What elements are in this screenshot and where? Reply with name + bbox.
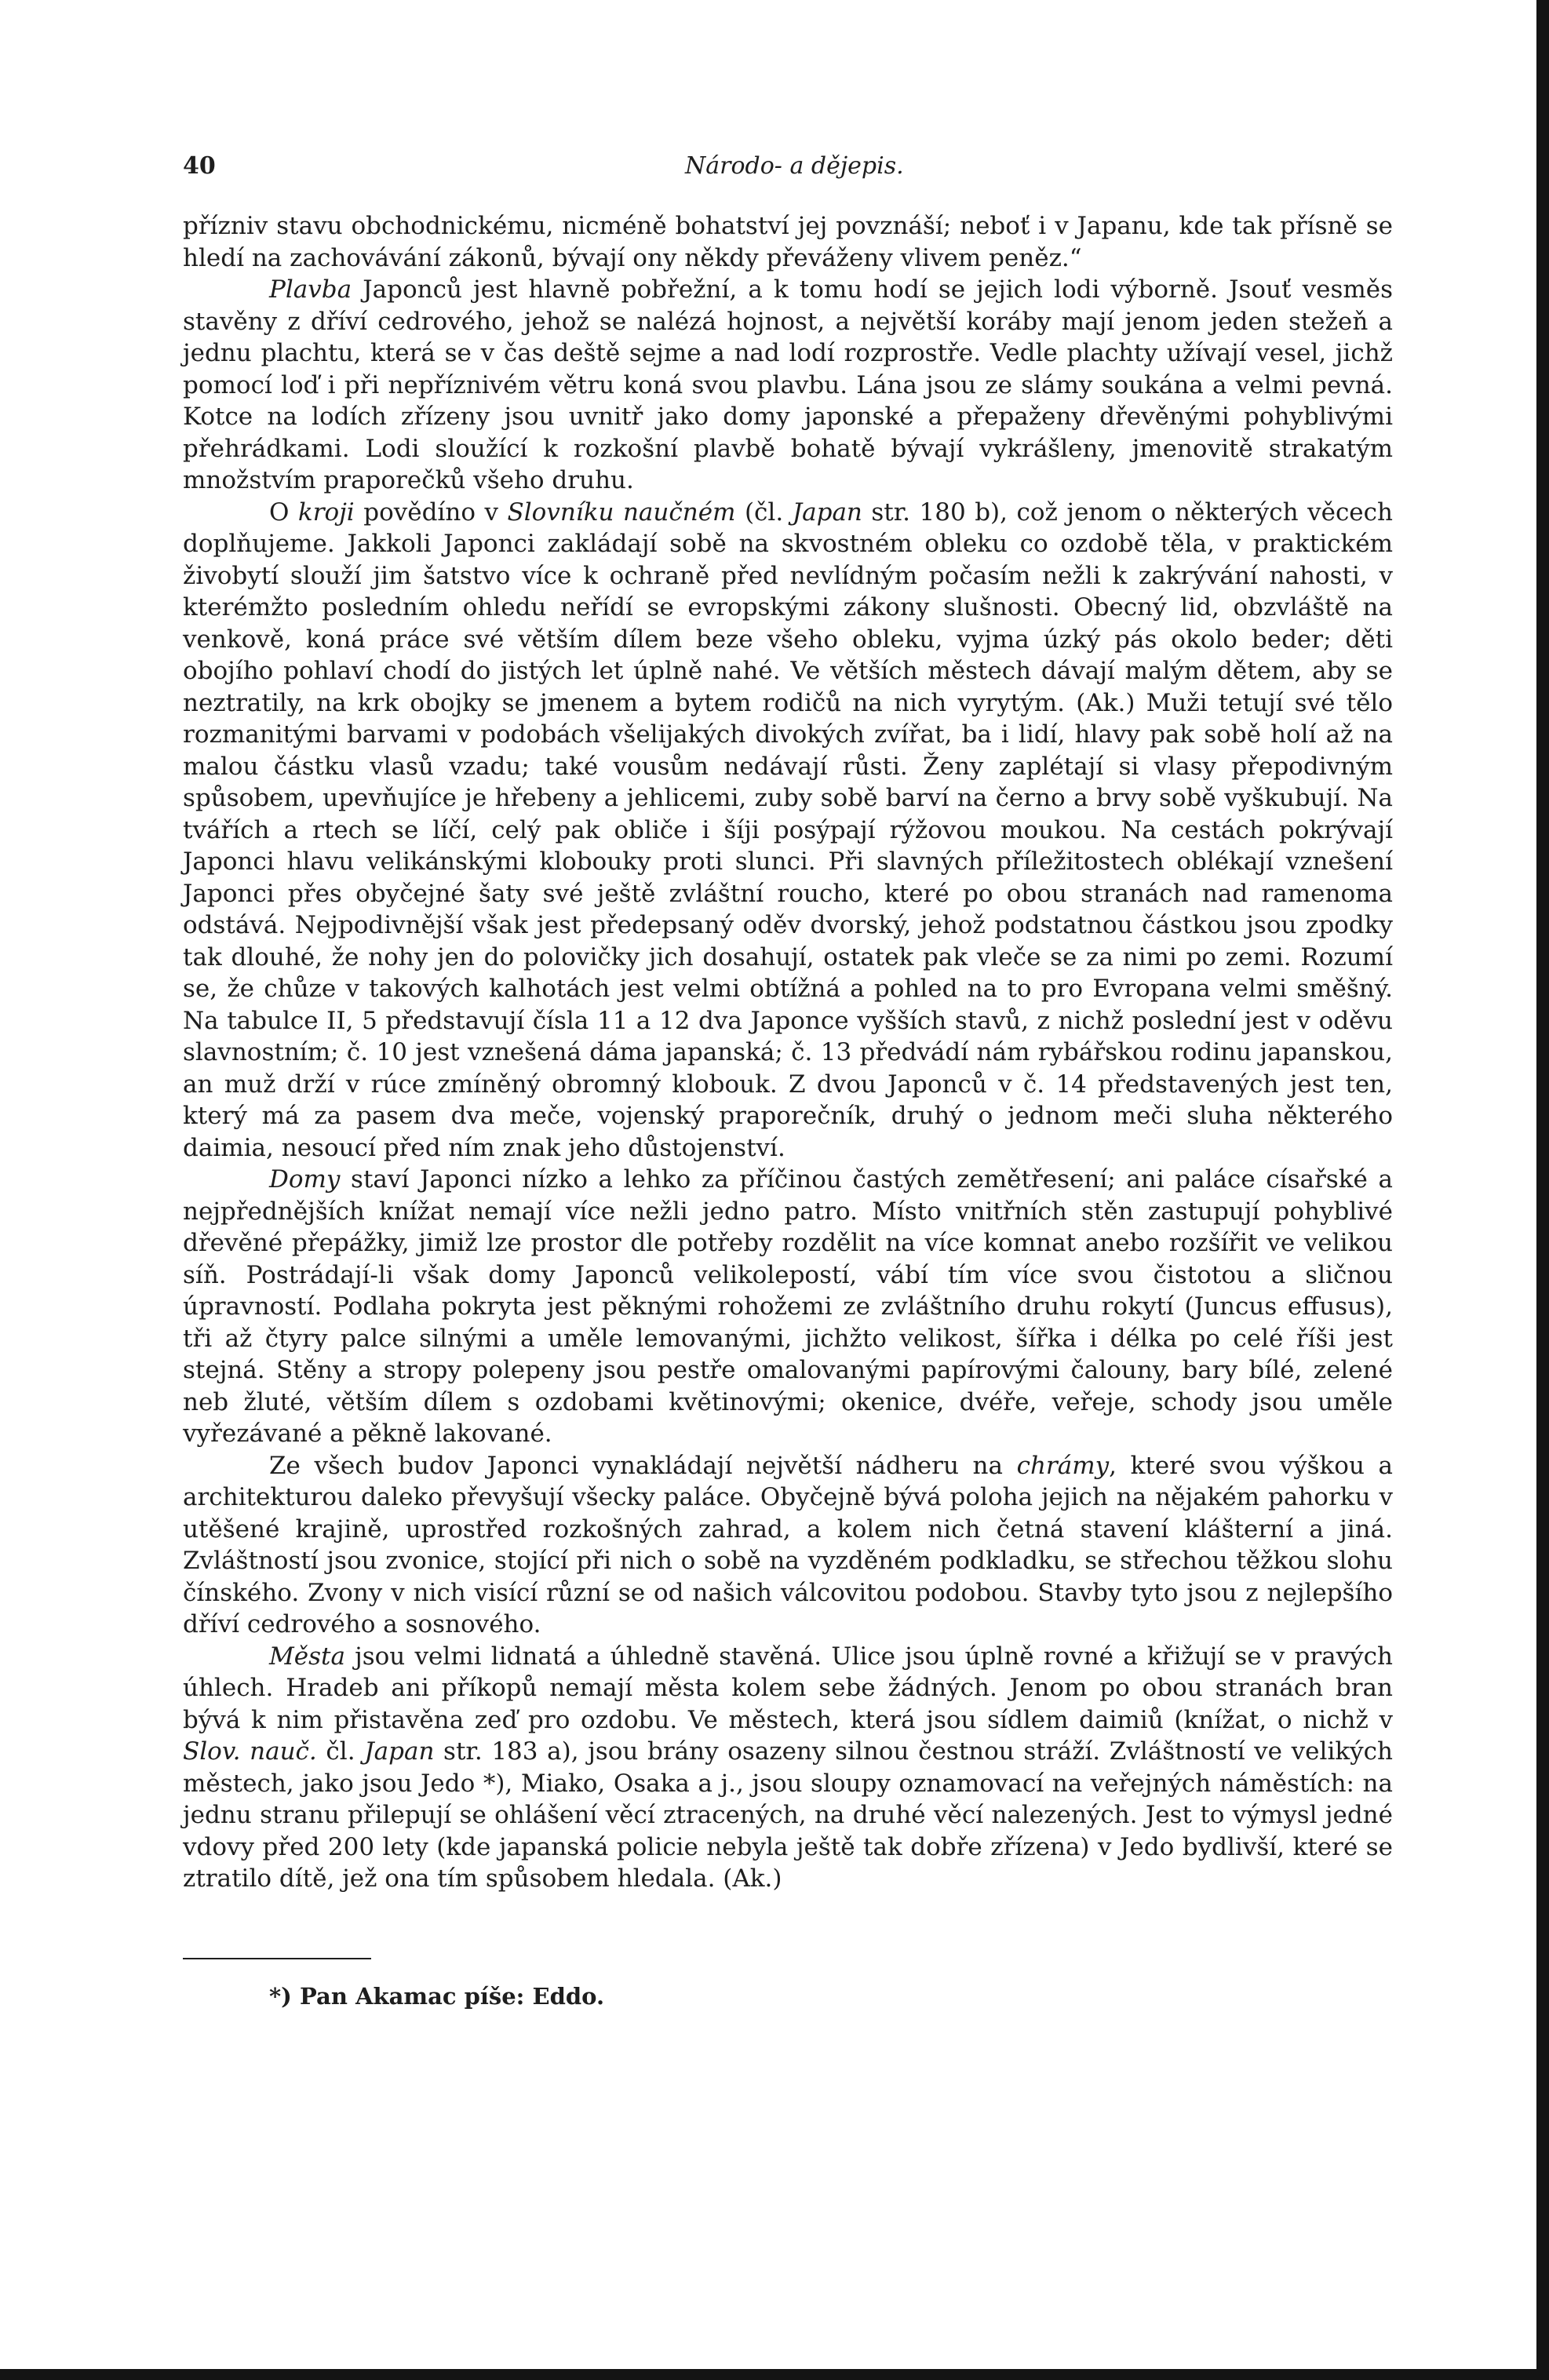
italic-term: kroji xyxy=(297,498,355,527)
italic-term: chrámy xyxy=(1016,1451,1110,1480)
page-number: 40 xyxy=(183,152,216,180)
italic-term: Slovníku naučném xyxy=(507,498,736,527)
paragraph-chramy xyxy=(183,1450,1393,1641)
text-run: (čl. xyxy=(735,498,793,527)
text-run: přízniv stavu obchodnickému, nicméně bohatství jej povznáší; neboť i v Japanu, kde tak přísně se hledí na zachovávání zákonů, bývají ony někdy převáženy vlivem peněz.“ xyxy=(183,212,1393,272)
text-run: jsou velmi lidnatá a úhledně stavěná. Ulice jsou úplně rovné a křižují se v pravých úhlech. Hradeb ani příkopů nemají města kolem sebe žádných. Jenom po obou stranách bran bývá k nim přistavěna zeď pro ozdobu. Ve městech, která jsou sídlem daimiů (knížat, o nichž v xyxy=(183,1642,1393,1734)
text-run: Japonců jest hlavně pobřežní, a k tomu hodí se jejich lodi výborně. Jsouť vesměs stavěny z dříví cedrového, jehož se nalézá hojnost, a největší koráby mají jenom jeden stežeň a jednu plachtu, která se v čas deště sejme a nad lodí rozprostře. Vedle plachty užívají vesel, jichž pomocí loď i při nepříznivém větru koná svou plavbu. Lána jsou ze slámy soukána a velmi pevná. Kotce na lodích zřízeny jsou uvnitř jako domy japonské a přepaženy dřevěnými pohyblivými přehrádkami. Lodi sloužící k rozkošní plavbě bohatě bývají vykrášleny, jmenovitě strakatým množstvím praporečků všeho druhu. xyxy=(183,275,1393,494)
footnote-marker: *) xyxy=(269,1982,292,2010)
text-run: staví Japonci nízko a lehko za příčinou častých zemětřesení; ani paláce císařské a nejpřednějších knížat nemají více nežli jedno patro. Místo vnitřních stěn zastupují pohyblivé dřevěné přepážky, jimiž lze prostor dle potřeby rozdělit na více komnat anebo rozšířit ve velikou síň. Postrádají-li však domy Japonců velikolepostí, vábí tím více svou čistotou a sličnou úpravností. Podlaha pokryta jest pěknými rohožemi ze zvláštního druhu rokytí (Juncus effusus), tři až čtyry palce silnými a uměle lemovanými, jichžto velikost, šířka i délka po celé říši jest stejná. Stěny a stropy polepeny jsou pestře omalovanými papírovými čalouny, bary bílé, zelené neb žluté, větším dílem s ozdobami květinovými; okenice, dvéře, veřeje, schody jsou uměle vyřezávané a pěkně lakované. xyxy=(183,1165,1393,1448)
running-head xyxy=(183,149,1393,193)
body-text xyxy=(183,210,1393,1895)
italic-term: Města xyxy=(269,1642,345,1671)
text-run: O xyxy=(269,498,298,527)
paragraph-mesta xyxy=(183,1641,1393,1895)
text-run: čl. xyxy=(316,1737,365,1766)
italic-term: Slov. nauč. xyxy=(183,1737,317,1766)
text-run: Ze všech budov Japonci vynakládají největší nádheru na xyxy=(269,1451,1017,1480)
text-run: , které svou výškou a architekturou daleko převyšují všecky paláce. Obyčejně bývá poloha jejich na nějakém pahorku v utěšené krajině, uprostřed rozkošných zahrad, a kolem nich četná stavení klášterní a jiná. Zvláštností jsou zvonice, stojící při nich o sobě na vyzděném podkladku, se střechou těžkou slohu čínského. Zvony v nich visící různí se od našich válcovitou podobou. Stavby tyto jsou z nejlepšího dříví cedrového a sosnového. xyxy=(183,1451,1393,1638)
text-run: str. 180 b), což jenom o některých věcech doplňujeme. Jakkoli Japonci zakládají sobě na skvostném obleku co ozdobě těla, v praktickém živobytí slouží jim šatstvo více k ochraně před nevlídným počasím nežli k zakrývání nahosti, v kterémžto posledním ohledu neřídí se evropskými zákony slušnosti. Obecný lid, obzvláště na venkově, koná práce své větším dílem beze všeho obleku, vyjma úzký pás okolo beder; děti obojího pohlaví chodí do jistých let úplně nahé. Ve větších městech dávají malým dětem, aby se neztratily, na krk obojky se jmenem a bytem rodičů na nich vyrytým. (Ak.) Muži tetují své tělo rozmanitými barvami v podobách všelijakých divokých zvířat, ba i lidí, hlavy pak sobě holí až na malou částku vlasů vzadu; také vousům nedávají růsti. Ženy zaplétají si vlasy přepodivným spůsobem, upevňujíce je hřebeny a jehlicemi, zuby sobě barví na černo a brvy sobě vyškubují. Na tvářích a rtech se líčí, celý pak obliče i šíji posýpají rýžovou moukou. Na cestách pokrývají Japonci hlavu velikánskými klobouky proti slunci. Při slavných příležitostech oblékají vznešení Japonci přes obyčejné šaty své ještě zvláštní roucho, které po obou stranách nad ramenoma odstává. Nejpodivnější však jest předepsaný oděv dvorský, jehož podstatnou částkou jsou zpodky tak dlouhé, že nohy jen do polovičky jich dosahují, ostatek pak vleče se za nimi po zemi. Rozumí se, že chůze v takových kalhotách jest velmi obtížná a pohled na to pro Evropana velmi směšný. Na tabulce II, 5 představují čísla 11 a 12 dva Japonce vyšších stavů, z nichž poslední jest v oděvu slavnostním; č. 10 jest vznešená dáma japanská; č. 13 předvádí nám rybářskou rodinu japanskou, an muž drží v rúce zmíněný obromný klobouk. Z dvou Japonců v č. 14 představených jest ten, který má za pasem dva meče, vojenský praporečník, druhý o jednom meči sluha některého daimia, nesoucí před ním znak jeho důstojenství. xyxy=(183,498,1393,1162)
footnote-divider xyxy=(183,1958,371,1959)
paragraph-plavba xyxy=(183,274,1393,497)
italic-term: Plavba xyxy=(269,275,352,304)
footnote-text: Pan Akamac píše: Eddo. xyxy=(300,1982,605,2010)
footnote xyxy=(183,1983,1393,2010)
italic-term: Japan xyxy=(364,1737,435,1766)
paragraph-kroj xyxy=(183,497,1393,1164)
paragraph-continuation xyxy=(183,210,1393,274)
text-run: povědíno v xyxy=(354,498,508,527)
book-page xyxy=(183,149,1393,2010)
text-run: str. 183 a), jsou brány osazeny silnou čestnou stráží. Zvláštností ve velikých městech, jako jsou Jedo *), Miako, Osaka a j., jsou sloupy oznamovací na veřejných náměstích: na jednu stranu přilepují se ohlášení věcí ztracených, na druhé věcí nalezených. Jest to výmysl jedné vdovy před 200 lety (kde japanská policie nebyla ještě tak dobře zřízena) v Jedo bydlivší, které se ztratilo dítě, jež ona tím spůsobem hledala. (Ak.) xyxy=(183,1737,1393,1893)
italic-term: Japan xyxy=(792,498,862,527)
running-title: Národo- a dějepis. xyxy=(685,152,904,180)
paragraph-domy xyxy=(183,1164,1393,1450)
italic-term: Domy xyxy=(269,1165,341,1194)
